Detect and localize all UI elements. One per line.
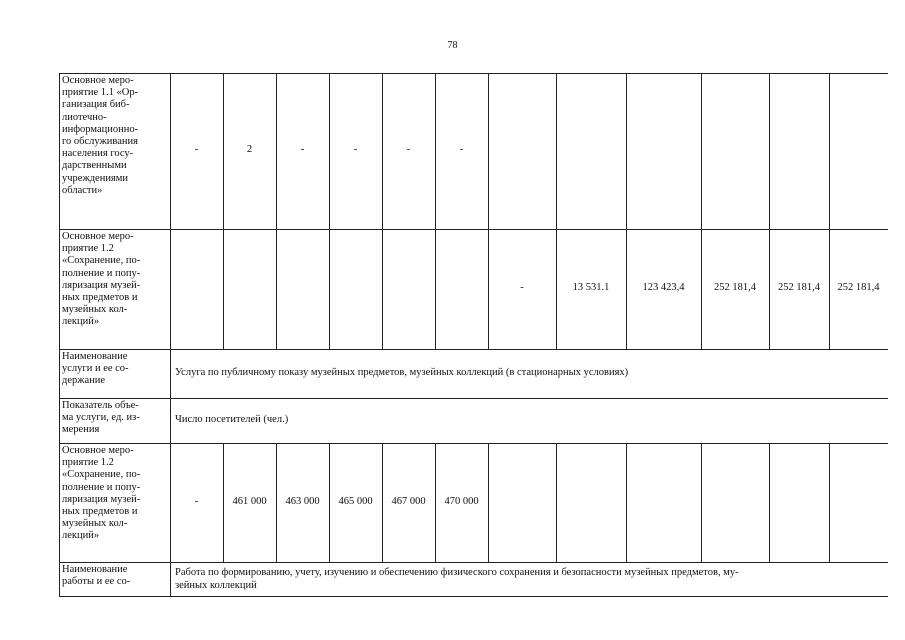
table-cell: 461 000 [232,495,267,507]
table-rule [329,229,330,349]
table-cell: 2 [246,144,253,155]
row-label: Наименование работы и ее со- [62,564,131,588]
table-rule [59,73,60,596]
table-rule [223,229,224,349]
table-rule [829,73,830,229]
table-rule [556,73,557,229]
row-label: Наименование услуги и ее со- держание [62,351,129,387]
table-rule [59,73,888,74]
table-rule [626,443,627,562]
table-rule [701,443,702,562]
table-cell: 252 181,4 [714,282,756,293]
row-label: Показатель объе- ма услуги, ед. из- мерения [62,400,140,436]
table-cell: 123 423,4 [642,282,685,293]
table-rule [276,229,277,349]
table-rule [769,73,770,229]
table-rule [488,73,489,229]
table-rule [59,596,888,597]
table-rule [382,229,383,349]
table-cell: - [194,495,199,507]
table-rule [59,398,888,399]
table-cell: - [520,282,524,293]
row-label: Основное меро- приятие 1.2 «Сохранение, по- полнение и попу- ляризация музей- ных предметов и музейных кол- лекций» [62,445,141,542]
table-rule [435,229,436,349]
table-cell: - [406,144,411,155]
table-rule [701,73,702,229]
span-cell: Работа по формированию, учету, изучению и обеспечению физического сохранения и безопасности музейных предметов, му- зейных коллекций [175,567,739,591]
table-cell: - [459,144,464,155]
table-rule [59,349,888,350]
span-cell: Число посетителей (чел.) [175,413,289,425]
table-rule [829,443,830,562]
table-cell: - [300,144,305,155]
table-cell: - [353,144,358,155]
table-rule [59,229,888,230]
page-number: 78 [447,40,458,51]
table-rule [488,443,489,562]
span-cell: Услуга по публичному показу музейных предметов, музейных коллекций (в стационарных условиях) [175,366,629,378]
table-rule [556,443,557,562]
table-rule [769,443,770,562]
row-label: Основное меро- приятие 1.2 «Сохранение, по- полнение и попу- ляризация музей- ных предметов и музейных кол- лекций» [62,231,141,328]
table-rule [626,73,627,229]
row-label: Основное меро- приятие 1.1 «Ор- ганизация биб- лиотечно- информационно- го обслуживания населения госу- дарственными учреждениями области» [62,75,139,196]
table-cell: 465 000 [338,495,373,507]
table-rule [59,443,888,444]
table-cell: 467 000 [391,495,426,507]
table-cell: 470 000 [444,495,479,507]
table-rule [59,562,888,563]
table-cell: 463 000 [285,495,320,507]
table-cell: - [194,144,199,155]
table-cell: 13 531.1 [572,282,610,293]
table-cell: 252 181,4 [778,282,820,293]
table-cell: 252 181,4 [837,282,880,293]
